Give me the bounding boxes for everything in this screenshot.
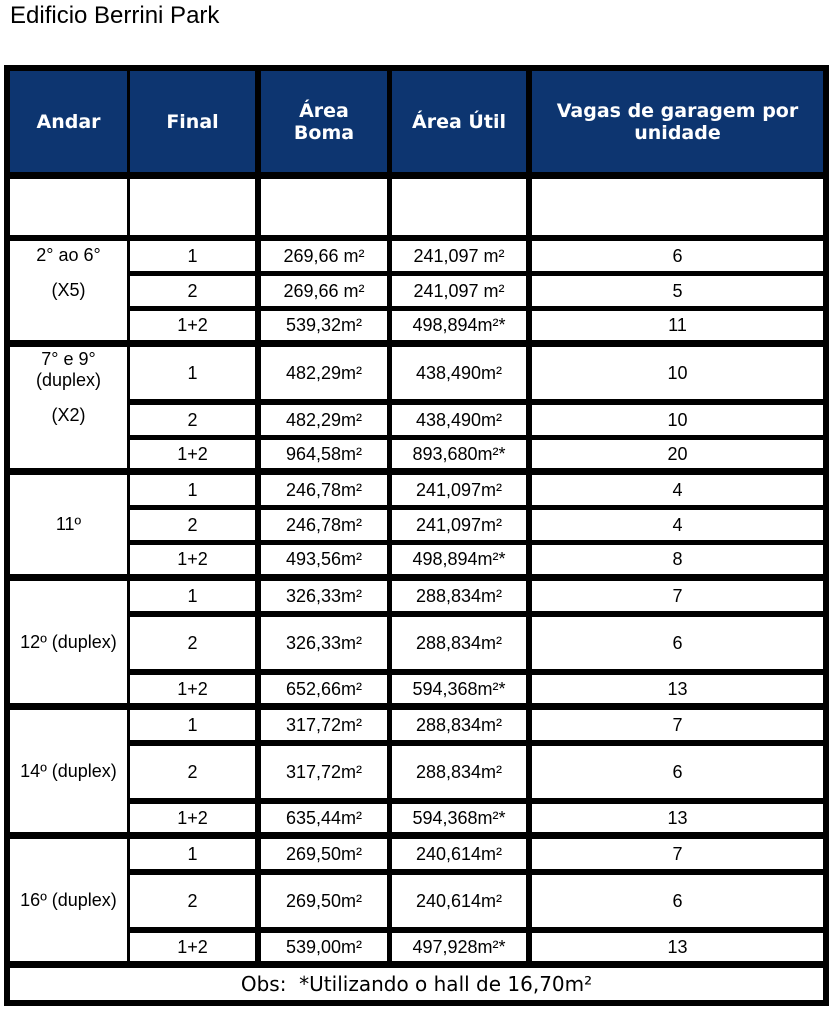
area-util-cell: 288,834m² — [392, 746, 526, 798]
vagas-cell: 6 — [532, 875, 823, 927]
area-util-cell: 498,894m²* — [392, 311, 526, 340]
final-cell: 2 — [130, 405, 255, 435]
final-cell: 1 — [130, 347, 255, 399]
empty-cell — [392, 179, 526, 235]
vagas-cell: 10 — [532, 405, 823, 435]
final-cell: 1+2 — [130, 675, 255, 703]
area-boma-cell: 652,66m² — [261, 675, 387, 703]
area-boma-cell: 269,66 m² — [261, 276, 387, 306]
area-boma-cell: 539,32m² — [261, 311, 387, 340]
area-boma-cell: 493,56m² — [261, 545, 387, 574]
area-boma-cell: 326,33m² — [261, 581, 387, 611]
vagas-cell: 13 — [532, 804, 823, 832]
floor-cell: 7° e 9° (duplex) (X2) — [10, 347, 127, 468]
area-boma-cell: 539,00m² — [261, 933, 387, 961]
area-boma-cell: 317,72m² — [261, 710, 387, 740]
vagas-cell: 10 — [532, 347, 823, 399]
final-cell: 1 — [130, 475, 255, 505]
final-cell: 1+2 — [130, 804, 255, 832]
area-boma-cell: 269,50m² — [261, 875, 387, 927]
document-title: Edificio Berrini Park — [10, 2, 220, 29]
area-util-cell: 438,490m² — [392, 347, 526, 399]
final-cell: 1 — [130, 839, 255, 869]
area-util-cell: 241,097 m² — [392, 276, 526, 306]
floor-cell: 14º (duplex) — [10, 710, 127, 832]
vagas-cell: 13 — [532, 675, 823, 703]
final-cell: 2 — [130, 746, 255, 798]
area-boma-cell: 269,50m² — [261, 839, 387, 869]
area-util-cell: 241,097m² — [392, 475, 526, 505]
final-cell: 2 — [130, 875, 255, 927]
area-util-cell: 497,928m²* — [392, 933, 526, 961]
area-boma-cell: 482,29m² — [261, 347, 387, 399]
obs-label: Obs: — [240, 971, 287, 996]
area-boma-cell: 269,66 m² — [261, 241, 387, 271]
floor-cell: 2° ao 6° (X5) — [10, 241, 127, 340]
floor-cell: 12º (duplex) — [10, 581, 127, 703]
area-util-cell: 498,894m²* — [392, 545, 526, 574]
vagas-cell: 4 — [532, 510, 823, 540]
vagas-cell: 13 — [532, 933, 823, 961]
final-cell: 1+2 — [130, 311, 255, 340]
final-cell: 1+2 — [130, 933, 255, 961]
final-cell: 1 — [130, 710, 255, 740]
floor-cell: 11º — [10, 475, 127, 574]
vagas-cell: 6 — [532, 241, 823, 271]
header-andar: Andar — [10, 71, 127, 172]
area-boma-cell: 635,44m² — [261, 804, 387, 832]
vagas-cell: 8 — [532, 545, 823, 574]
area-util-cell: 893,680m²* — [392, 440, 526, 468]
area-boma-cell: 317,72m² — [261, 746, 387, 798]
empty-cell — [261, 179, 387, 235]
area-util-cell: 240,614m² — [392, 875, 526, 927]
final-cell: 1+2 — [130, 545, 255, 574]
header-vagas: Vagas de garagem por unidade — [532, 71, 823, 172]
vagas-cell: 7 — [532, 839, 823, 869]
final-cell: 2 — [130, 276, 255, 306]
header-area-boma: Área Boma — [261, 71, 387, 172]
area-boma-cell: 246,78m² — [261, 510, 387, 540]
area-util-cell: 241,097 m² — [392, 241, 526, 271]
vagas-cell: 5 — [532, 276, 823, 306]
final-cell: 1+2 — [130, 440, 255, 468]
final-cell: 2 — [130, 617, 255, 669]
area-boma-cell: 964,58m² — [261, 440, 387, 468]
area-util-cell: 594,368m²* — [392, 804, 526, 832]
obs-text: *Utilizando o hall de 16,70m² — [299, 971, 593, 996]
header-area-util: Área Útil — [392, 71, 526, 172]
empty-cell — [10, 179, 127, 235]
area-util-cell: 288,834m² — [392, 617, 526, 669]
area-boma-cell: 482,29m² — [261, 405, 387, 435]
area-util-cell: 594,368m²* — [392, 675, 526, 703]
area-util-cell: 438,490m² — [392, 405, 526, 435]
area-boma-cell: 326,33m² — [261, 617, 387, 669]
final-cell: 2 — [130, 510, 255, 540]
area-util-cell: 241,097m² — [392, 510, 526, 540]
vagas-cell: 20 — [532, 440, 823, 468]
vagas-cell: 6 — [532, 617, 823, 669]
header-final: Final — [130, 71, 255, 172]
final-cell: 1 — [130, 581, 255, 611]
final-cell: 1 — [130, 241, 255, 271]
area-util-cell: 288,834m² — [392, 710, 526, 740]
floor-cell: 16º (duplex) — [10, 839, 127, 961]
area-util-cell: 240,614m² — [392, 839, 526, 869]
obs-note — [10, 968, 823, 1000]
empty-cell — [130, 179, 255, 235]
empty-cell — [532, 179, 823, 235]
area-util-cell: 288,834m² — [392, 581, 526, 611]
vagas-cell: 11 — [532, 311, 823, 340]
vagas-cell: 4 — [532, 475, 823, 505]
units-table — [4, 65, 829, 1006]
vagas-cell: 7 — [532, 710, 823, 740]
area-boma-cell: 246,78m² — [261, 475, 387, 505]
vagas-cell: 6 — [532, 746, 823, 798]
vagas-cell: 7 — [532, 581, 823, 611]
